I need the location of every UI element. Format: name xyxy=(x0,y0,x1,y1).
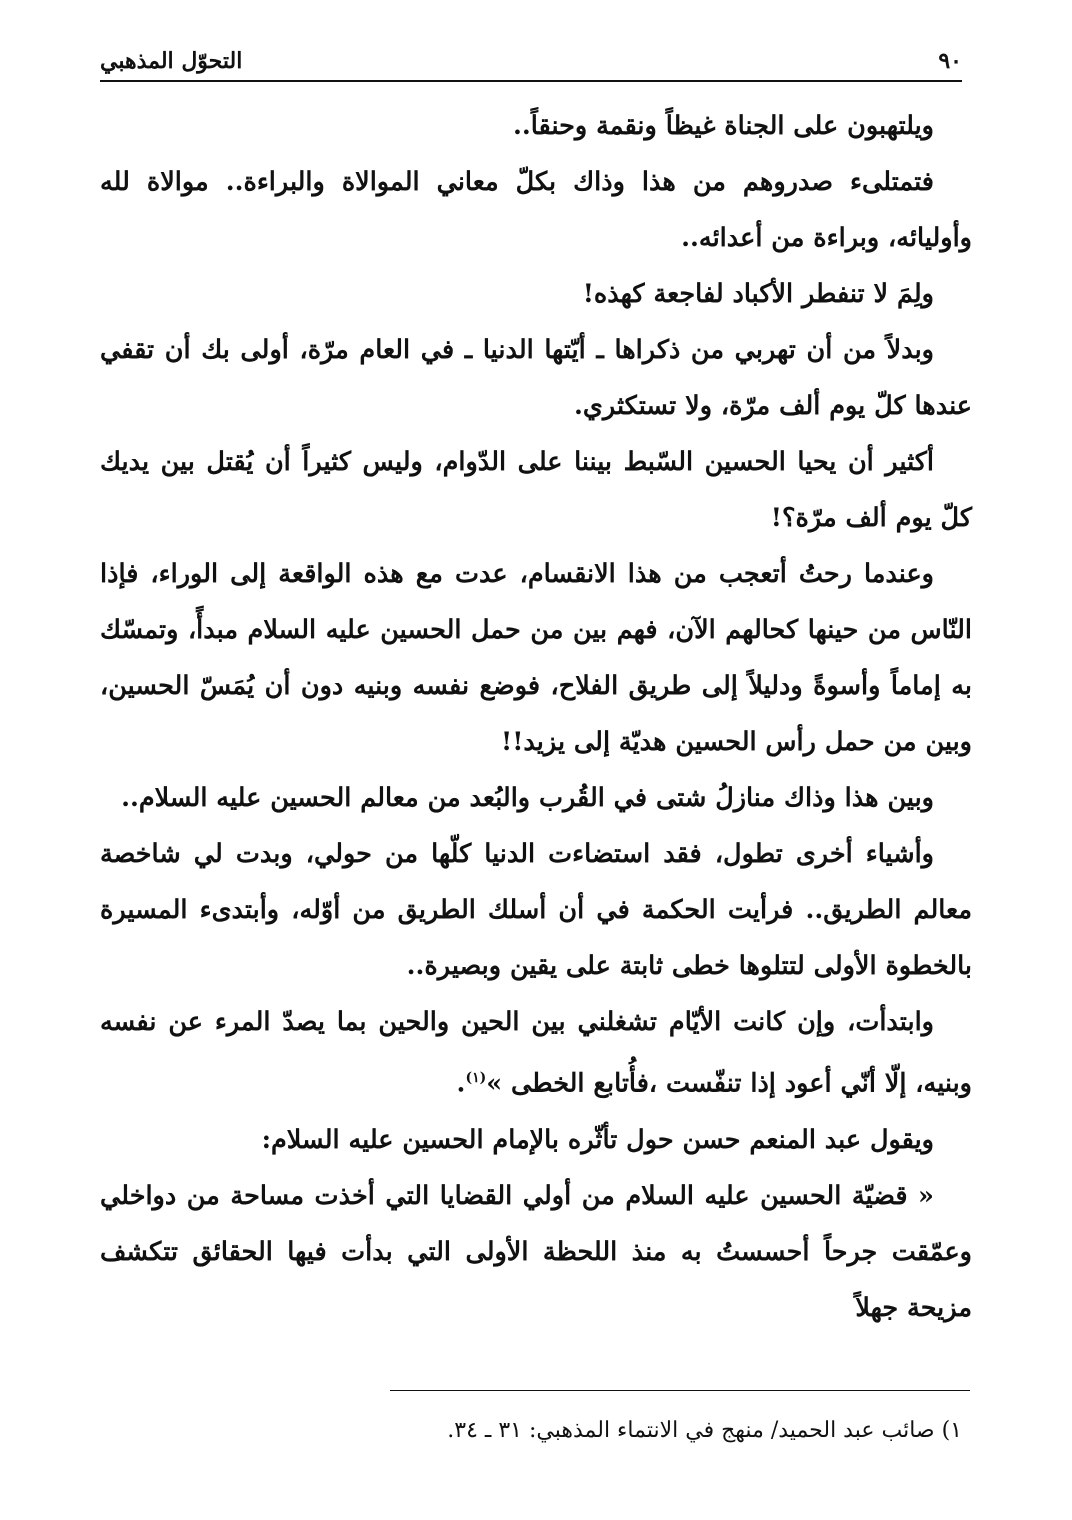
paragraph: ويلتهبون على الجناة غيظاً ونقمة وحنقاً.. xyxy=(513,111,934,141)
paragraph: وبين هذا وذاك منازلُ شتى في القُرب والبُعد من معالم الحسين عليه السلام.. xyxy=(121,783,934,813)
author-name: عبد المنعم حسن xyxy=(682,1124,862,1155)
paragraph-text: وابتدأت، وإن كانت الأيّام تشغلني بين الحين والحين بما يصدّ المرء عن نفسه وبنيه، إلّا أنّي أعود إذا تنفّست ،فأُتابع الخطى » xyxy=(100,1007,972,1099)
paragraph: أكثير أن يحيا الحسين السّبط بيننا على الدّوام، وليس كثيراً أن يُقتل بين يديك كلّ يوم ألف مرّة؟! xyxy=(100,447,972,533)
footnote-divider xyxy=(390,1390,970,1391)
quote-intro-pre: ويقول xyxy=(869,1124,934,1155)
paragraph-quote-intro xyxy=(100,1112,972,1168)
paragraph: وعندما رحتُ أتعجب من هذا الانقسام، عدت مع هذه الواقعة إلى الوراء، فإذا النّاس من حينها كحالهم الآن، فهم بين من حمل الحسين عليه السلام مبدأً، وتمسّك به إماماً وأسوةً ودليلاً إلى طريق الفلاح، فوضع نفسه وبنيه دون أن يُمَسّ الحسين، وبين من حمل رأس الحسين هديّة إلى يزيد!! xyxy=(100,559,972,757)
running-title: التحوّل المذهبي xyxy=(100,48,243,74)
paragraph: « قضيّة الحسين عليه السلام من أولي القضايا التي أخذت مساحة من دواخلي وعمّقت جرحاً أحسستُ به منذ اللحظة الأولى التي بدأت فيها الحقائق تتكشف مزيحة جهلاً xyxy=(100,1180,972,1323)
paragraph: وبدلاً من أن تهربي من ذكراها ـ أيّتها الدنيا ـ في العام مرّة، أولى بك أن تقفي عندها كلّ يوم ألف مرّة، ولا تستكثري. xyxy=(100,335,972,421)
paragraph-end: . xyxy=(456,1068,466,1099)
paragraph: وأشياء أخرى تطول، فقد استضاءت الدنيا كلّها من حولي، وبدت لي شاخصة معالم الطريق.. فرأيت الحكمة في أن أسلك الطريق من أوّله، وأبتدىء المسيرة بالخطوة الأولى لتتلوها خطى ثابتة على يقين وبصيرة.. xyxy=(100,839,972,981)
body-text xyxy=(100,98,972,1336)
page-header xyxy=(100,36,962,82)
quote-intro-post: حول تأثّره بالإمام الحسين عليه السلام: xyxy=(261,1124,674,1155)
footnote: ١) صائب عبد الحميد/ منهج في الانتماء المذهبي: ٣١ ـ ٣٤. xyxy=(447,1418,962,1443)
paragraph: ولِمَ لا تنفطر الأكباد لفاجعة كهذه! xyxy=(582,279,934,309)
page-number: ٩٠ xyxy=(938,48,962,74)
footnote-marker: (١) xyxy=(465,1070,487,1086)
paragraph-with-footnote xyxy=(100,994,972,1112)
paragraph: فتمتلىء صدروهم من هذا وذاك بكلّ معاني الموالاة والبراءة.. موالاة لله وأوليائه، وبراءة من أعدائه.. xyxy=(100,167,972,253)
